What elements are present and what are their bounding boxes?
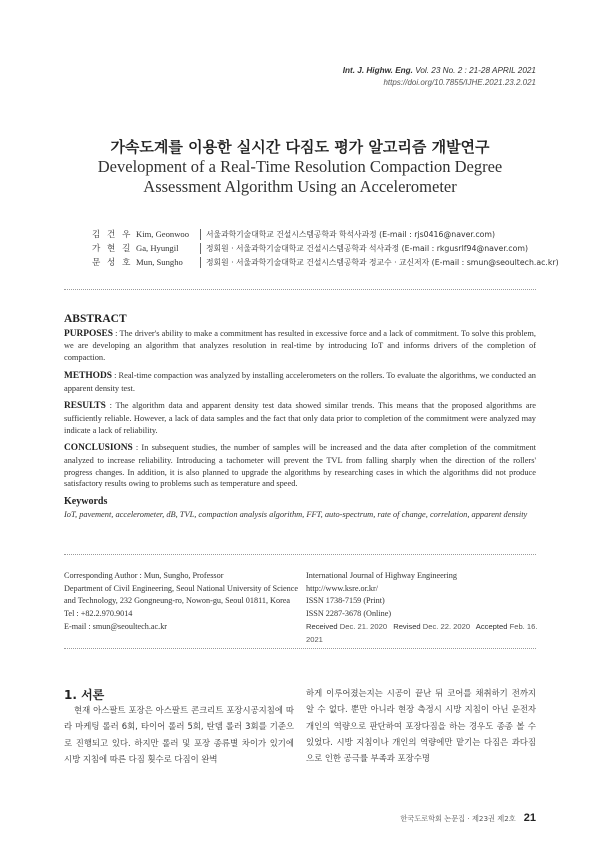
pub-issn-print: ISSN 1738-7159 (Print) [306, 596, 385, 606]
abstract-conclusions [64, 442, 536, 490]
author-row [92, 241, 559, 255]
received-label: Received [306, 621, 338, 631]
divider [64, 648, 536, 649]
author-affiliation: 정회원 · 서울과학기술대학교 건설시스템공학과 석사과정 (E-mail : rkgusrlf94@naver.com) [200, 243, 528, 254]
journal-citation [343, 66, 536, 75]
results-text: : The algorithm data and apparent density test data showed similar trends. This means that the proposed algorithms are sufficiently reliable. However, a lack of data samples and the fact that only data prior to completion of the commitment were analyzed may indicate a lack of reliability. [64, 401, 536, 435]
pub-website[interactable]: http://www.ksre.or.kr/ [306, 583, 379, 593]
corr-line: and Technology, 232 Gongneung-ro, Nowon-gu, Seoul 01811, Korea [64, 596, 291, 606]
corresponding-author [64, 570, 304, 634]
page-footer [400, 812, 536, 824]
doi-link[interactable]: https://doi.org/10.7855/IJHE.2021.23.2.021 [383, 78, 536, 87]
author-name-en: Mun, Sungho [136, 257, 183, 267]
abstract-heading: ABSTRACT [64, 313, 127, 325]
conclusions-label: CONCLUSIONS [64, 443, 133, 454]
author-name-ko: 문 성 호 [92, 258, 133, 268]
author-row [92, 255, 559, 269]
conclusions-text: : In subsequent studies, the number of samples will be increased and the data after completion of the commitment analyzed to increase reliability. Introducing a tachometer will prevent the TVL from falling sharply when the direction of the rollers' progress changes. In addition, it is also planned to upgrade the algorithms by researching cases in which the algorithms did not produce satisfactory results owing to problems such as temperature and speed. [64, 443, 536, 489]
corr-line: Department of Civil Engineering, Seoul National University of Science [64, 583, 298, 593]
journal-volume: Vol. 23 No. 2 : 21-28 APRIL 2021 [415, 66, 536, 75]
received-date: Dec. 21. 2020 [339, 621, 388, 631]
author-name-ko: 김 건 우 [92, 230, 133, 240]
author-list [92, 227, 559, 269]
page-number: 21 [523, 812, 536, 824]
intro-paragraph: 하게 이루어졌는지는 시공이 끝난 뒤 코어를 채취하기 전까지 알 수 없다. 뿐만 아니라 현장 측정시 시방 지침이 아닌 운전자 개인의 역량으로 판단하여 포장다짐을 하는 경우도 종종 볼 수 있었다. 시방 지침이나 개인의 역량에만 맡기는 다짐은 과다짐으로 인한 공극률 부족과 포장수명 [306, 688, 536, 764]
results-label: RESULTS [64, 401, 106, 412]
intro-column-left [64, 702, 294, 767]
author-name-en: Ga, Hyungil [136, 243, 179, 253]
section-heading: 1. 서론 [64, 688, 105, 702]
revised-label: Revised [393, 621, 421, 631]
pub-dates [306, 621, 538, 646]
title-korean: 가속도계를 이용한 실시간 다짐도 평가 알고리즘 개발연구 [110, 138, 490, 156]
keywords-heading: Keywords [64, 496, 108, 508]
keywords-text: IoT, pavement, accelerometer, dB, TVL, compaction analysis algorithm, FFT, auto-spectrum, rate of change, correlation, apparent density [64, 509, 528, 519]
divider [64, 554, 536, 555]
author-name-en: Kim, Geonwoo [136, 229, 189, 239]
accepted-date: Feb. 16. 2021 [306, 621, 538, 644]
journal-header [343, 66, 536, 87]
abstract-purposes [64, 328, 536, 364]
corr-line: Corresponding Author : Mun, Sungho, Professor [64, 571, 224, 580]
abstract-methods [64, 370, 536, 394]
author-row [92, 227, 559, 241]
author-name-ko: 가 현 길 [92, 244, 133, 254]
divider [64, 289, 536, 290]
corr-line: Tel : +82.2.970.9014 [64, 609, 133, 619]
methods-text: : Real-time compaction was analyzed by installing accelerometers on the rollers. To evaluate the algorithms, we conducted an apparent density test. [64, 370, 536, 393]
intro-paragraph: 현재 아스팔트 포장은 아스팔트 콘크리트 포장시공지침에 따라 마케팅 롤러 6회, 타이어 롤러 5회, 탄뎀 롤러 3회를 기준으로 진행되고 있다. 하지만 롤러 및 포장 종류별 차이가 있기에 시방 지침에 따른 다짐 횟수로 다짐이 완벽 [64, 705, 294, 764]
accepted-label: Accepted [475, 621, 508, 631]
revised-date: Dec. 22. 2020 [422, 621, 471, 631]
pub-journal-name: International Journal of Highway Engineering [306, 571, 457, 580]
publication-info [306, 570, 538, 646]
pub-issn-online: ISSN 2287-3678 (Online) [306, 609, 392, 619]
abstract-results [64, 400, 536, 436]
purposes-label: PURPOSES [64, 328, 113, 339]
title-english: Development of a Real-Time Resolution Compaction Degree Assessment Algorithm Using an Accelerometer [97, 157, 503, 196]
footer-journal: 한국도로학회 논문집 · 제23권 제2호 [400, 814, 516, 823]
intro-column-right [306, 685, 536, 766]
journal-abbrev: Int. J. Highw. Eng. [342, 66, 413, 75]
corr-email: E-mail : smun@seoultech.ac.kr [64, 621, 168, 631]
author-affiliation: 서울과학기술대학교 건설시스템공학과 학석사과정 (E-mail : rjs0416@naver.com) [200, 229, 495, 240]
abstract-section [64, 314, 536, 527]
author-affiliation: 정회원 · 서울과학기술대학교 건설시스템공학과 정교수 · 교신저자 (E-mail : smun@seoultech.ac.kr) [200, 257, 559, 268]
methods-label: METHODS [64, 370, 112, 381]
purposes-text: : The driver's ability to make a commitment has resulted in excessive force and a lack of commitment. To solve this problem, we are developing an algorithm that analyzes resolution in real-time by introducing IoT and informs drivers of the completion of compaction. [64, 328, 536, 363]
